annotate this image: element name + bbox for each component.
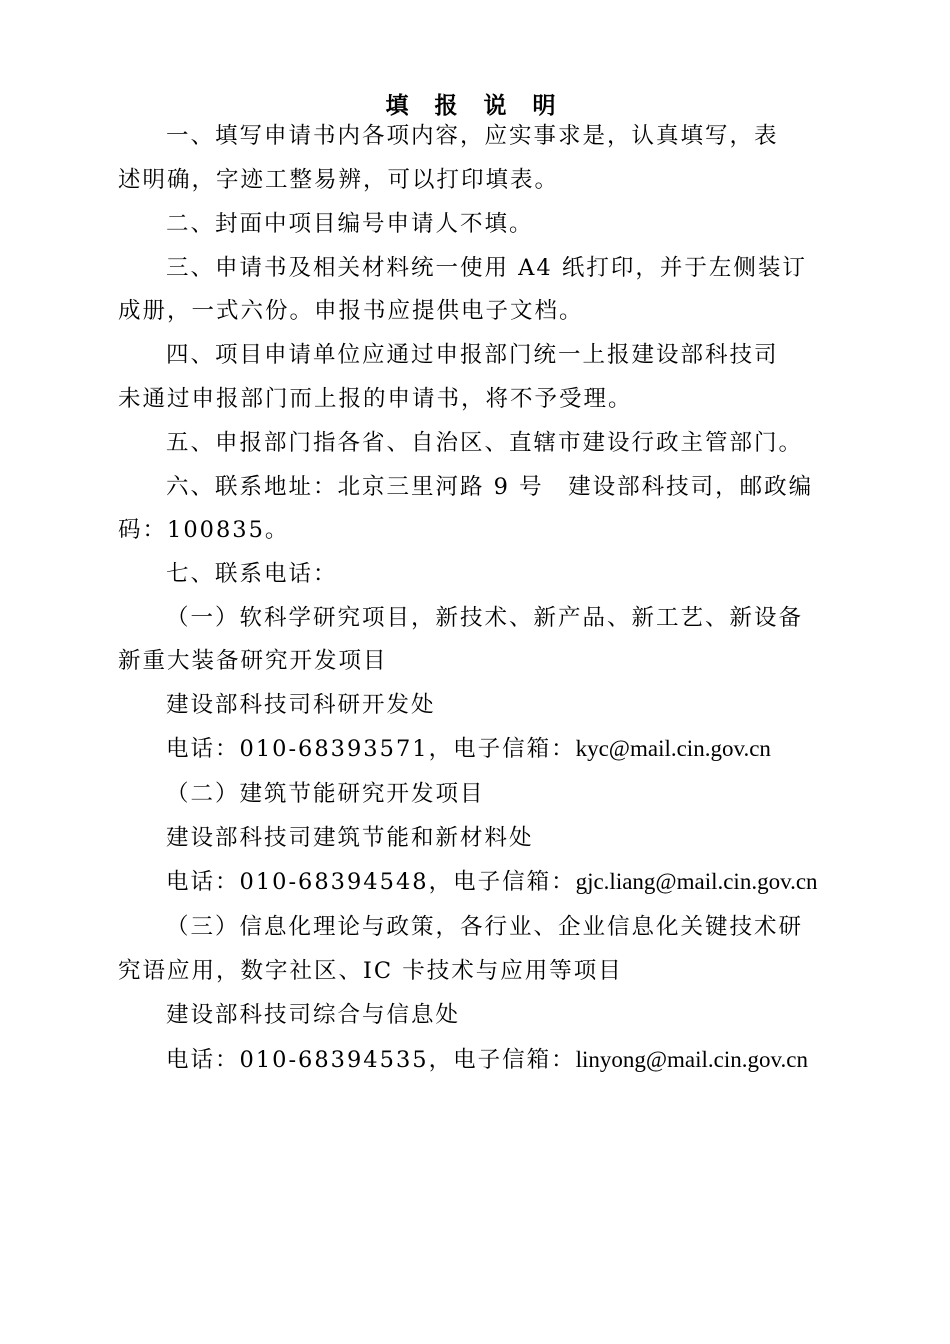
paragraph-line: 成册，一式六份。申报书应提供电子文档。 [118, 298, 584, 324]
contact-line [166, 734, 846, 764]
paragraph-line: 述明确，字迹工整易辨，可以打印填表。 [118, 167, 560, 193]
email-link[interactable]: kyc@mail.cin.gov.cn [575, 736, 771, 761]
email-link[interactable]: linyong@mail.cin.gov.cn [575, 1047, 808, 1072]
paragraph-line: 建设部科技司综合与信息处 [166, 1002, 461, 1028]
paragraph-line: 四、项目申请单位应通过申报部门统一上报建设部科技司 [166, 342, 779, 368]
phone-text: 电话：010-68394548，电子信箱： [166, 869, 576, 895]
paragraph-line: 六、联系地址：北京三里河路 9 号 建设部科技司，邮政编 [166, 474, 814, 500]
paragraph-line: （三）信息化理论与政策，各行业、企业信息化关键技术研 [166, 914, 804, 940]
paragraph-line: 一、填写申请书内各项内容，应实事求是，认真填写，表 [166, 123, 779, 149]
contact-line [166, 867, 846, 897]
paragraph-line: 新重大装备研究开发项目 [118, 648, 388, 674]
phone-text: 电话：010-68394535，电子信箱： [166, 1047, 576, 1073]
paragraph-line: 未通过申报部门而上报的申请书，将不予受理。 [118, 386, 633, 412]
paragraph-line: 建设部科技司科研开发处 [166, 692, 436, 718]
paragraph-line: 二、封面中项目编号申请人不填。 [166, 211, 534, 237]
paragraph-line: 五、申报部门指各省、自治区、直辖市建设行政主管部门。 [166, 430, 804, 456]
paragraph-line: （二）建筑节能研究开发项目 [166, 781, 485, 807]
email-link[interactable]: gjc.liang@mail.cin.gov.cn [575, 869, 818, 894]
paragraph-line: （一）软科学研究项目，新技术、新产品、新工艺、新设备 [166, 605, 804, 631]
paragraph-line: 七、联系电话： [166, 561, 338, 587]
page-title: 填 报 说 明 [385, 92, 565, 119]
paragraph-line: 码：100835。 [118, 517, 290, 543]
contact-line [166, 1045, 846, 1075]
paragraph-line: 建设部科技司建筑节能和新材料处 [166, 825, 534, 851]
phone-text: 电话：010-68393571，电子信箱： [166, 736, 576, 762]
paragraph-line: 三、申请书及相关材料统一使用 A4 纸打印，并于左侧装订 [166, 255, 807, 281]
paragraph-line: 究语应用，数字社区、IC 卡技术与应用等项目 [118, 958, 623, 984]
